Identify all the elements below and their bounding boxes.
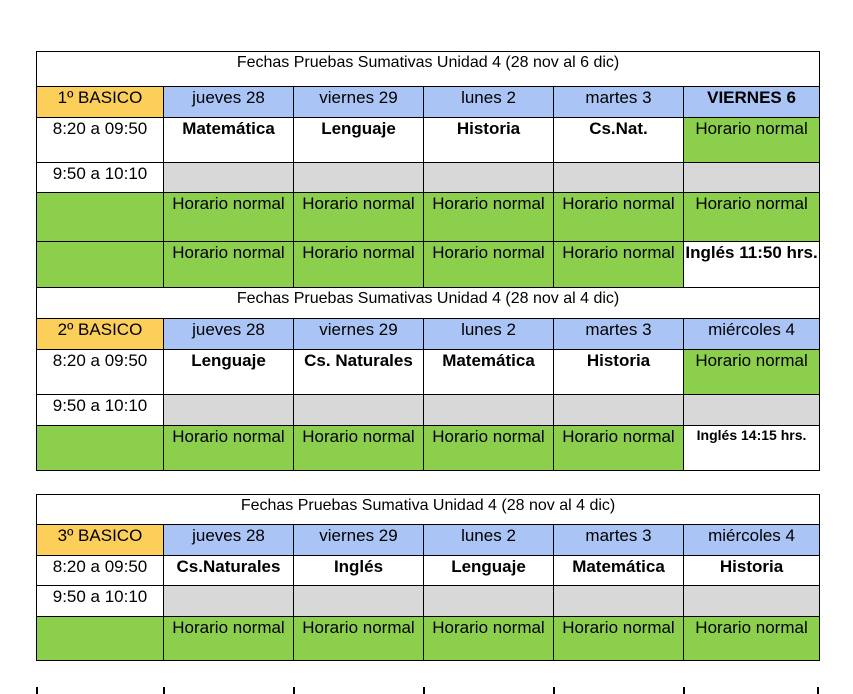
normal-schedule-cell: Horario normal <box>684 350 820 395</box>
normal-schedule-cell: Horario normal <box>294 617 424 661</box>
next-table-edge <box>423 687 425 694</box>
break-cell <box>424 395 554 426</box>
normal-schedule-cell: Horario normal <box>554 242 684 288</box>
next-table-edge <box>817 687 819 694</box>
subject-cell: Historia <box>424 118 554 163</box>
normal-schedule-cell: Horario normal <box>424 242 554 288</box>
normal-schedule-cell: Horario normal <box>424 193 554 242</box>
schedule-table-1-2 <box>36 51 820 471</box>
level-label-2: 2º BASICO <box>37 319 164 350</box>
day-header: jueves 28 <box>164 525 294 556</box>
break-cell <box>294 395 424 426</box>
day-header: miércoles 4 <box>684 319 820 350</box>
day-header: viernes 29 <box>294 319 424 350</box>
normal-schedule-cell: Horario normal <box>164 617 294 661</box>
normal-schedule-cell: Horario normal <box>554 617 684 661</box>
day-header: lunes 2 <box>424 319 554 350</box>
day-header: jueves 28 <box>164 319 294 350</box>
schedule-table-3 <box>36 494 820 661</box>
day-header: martes 3 <box>554 525 684 556</box>
level-label-1: 1º BASICO <box>37 87 164 118</box>
time-slot: 8:20 a 09:50 <box>37 118 164 163</box>
subject-cell: Lenguaje <box>424 556 554 586</box>
subject-cell: Matemática <box>164 118 294 163</box>
next-table-edge <box>163 687 165 694</box>
normal-schedule-cell: Horario normal <box>684 193 820 242</box>
normal-schedule-cell: Horario normal <box>424 426 554 471</box>
normal-schedule-cell: Horario normal <box>164 242 294 288</box>
day-header: martes 3 <box>554 87 684 118</box>
day-header: jueves 28 <box>164 87 294 118</box>
time-slot: 8:20 a 09:50 <box>37 350 164 395</box>
subject-cell: Cs.Nat. <box>554 118 684 163</box>
normal-schedule-cell: Horario normal <box>554 193 684 242</box>
break-cell <box>164 163 294 193</box>
break-cell <box>424 163 554 193</box>
next-table-edge <box>683 687 685 694</box>
empty-time-cell <box>37 617 164 661</box>
table-1-title: Fechas Pruebas Sumativas Unidad 4 (28 nov al 6 dic) <box>37 52 820 87</box>
subject-cell: Cs. Naturales <box>294 350 424 395</box>
normal-schedule-cell: Horario normal <box>684 617 820 661</box>
time-slot: 8:20 a 09:50 <box>37 556 164 586</box>
subject-cell: Inglés <box>294 556 424 586</box>
normal-schedule-cell: Horario normal <box>164 193 294 242</box>
break-cell <box>684 586 820 617</box>
break-cell <box>294 163 424 193</box>
next-table-edge <box>293 687 295 694</box>
day-header: VIERNES 6 <box>684 87 820 118</box>
break-cell <box>554 163 684 193</box>
normal-schedule-cell: Horario normal <box>424 617 554 661</box>
level-label-3: 3º BASICO <box>37 525 164 556</box>
break-cell <box>164 586 294 617</box>
normal-schedule-cell: Horario normal <box>554 426 684 471</box>
day-header: lunes 2 <box>424 525 554 556</box>
break-cell <box>684 163 820 193</box>
normal-schedule-cell: Horario normal <box>684 118 820 163</box>
normal-schedule-cell: Horario normal <box>294 242 424 288</box>
subject-cell: Historia <box>684 556 820 586</box>
day-header: viernes 29 <box>294 87 424 118</box>
time-slot: 9:50 a 10:10 <box>37 163 164 193</box>
break-cell <box>554 395 684 426</box>
break-cell <box>164 395 294 426</box>
day-header: miércoles 4 <box>684 525 820 556</box>
subject-cell: Historia <box>554 350 684 395</box>
empty-time-cell <box>37 242 164 288</box>
subject-cell: Lenguaje <box>164 350 294 395</box>
break-cell <box>554 586 684 617</box>
table-2-title: Fechas Pruebas Sumativas Unidad 4 (28 nov al 4 dic) <box>37 288 820 319</box>
day-header: lunes 2 <box>424 87 554 118</box>
ingles-exam-cell: Inglés 14:15 hrs. <box>684 426 820 471</box>
break-cell <box>294 586 424 617</box>
break-cell <box>424 586 554 617</box>
time-slot: 9:50 a 10:10 <box>37 586 164 617</box>
empty-time-cell <box>37 426 164 471</box>
normal-schedule-cell: Horario normal <box>294 426 424 471</box>
subject-cell: Matemática <box>424 350 554 395</box>
normal-schedule-cell: Horario normal <box>294 193 424 242</box>
break-cell <box>684 395 820 426</box>
subject-cell: Matemática <box>554 556 684 586</box>
day-header: viernes 29 <box>294 525 424 556</box>
time-slot: 9:50 a 10:10 <box>37 395 164 426</box>
table-3-title: Fechas Pruebas Sumativa Unidad 4 (28 nov al 4 dic) <box>37 495 820 525</box>
next-table-edge <box>553 687 555 694</box>
subject-cell: Cs.Naturales <box>164 556 294 586</box>
subject-cell: Lenguaje <box>294 118 424 163</box>
empty-time-cell <box>37 193 164 242</box>
ingles-exam-cell: Inglés 11:50 hrs. <box>684 242 820 288</box>
normal-schedule-cell: Horario normal <box>164 426 294 471</box>
next-table-edge <box>36 687 38 694</box>
day-header: martes 3 <box>554 319 684 350</box>
